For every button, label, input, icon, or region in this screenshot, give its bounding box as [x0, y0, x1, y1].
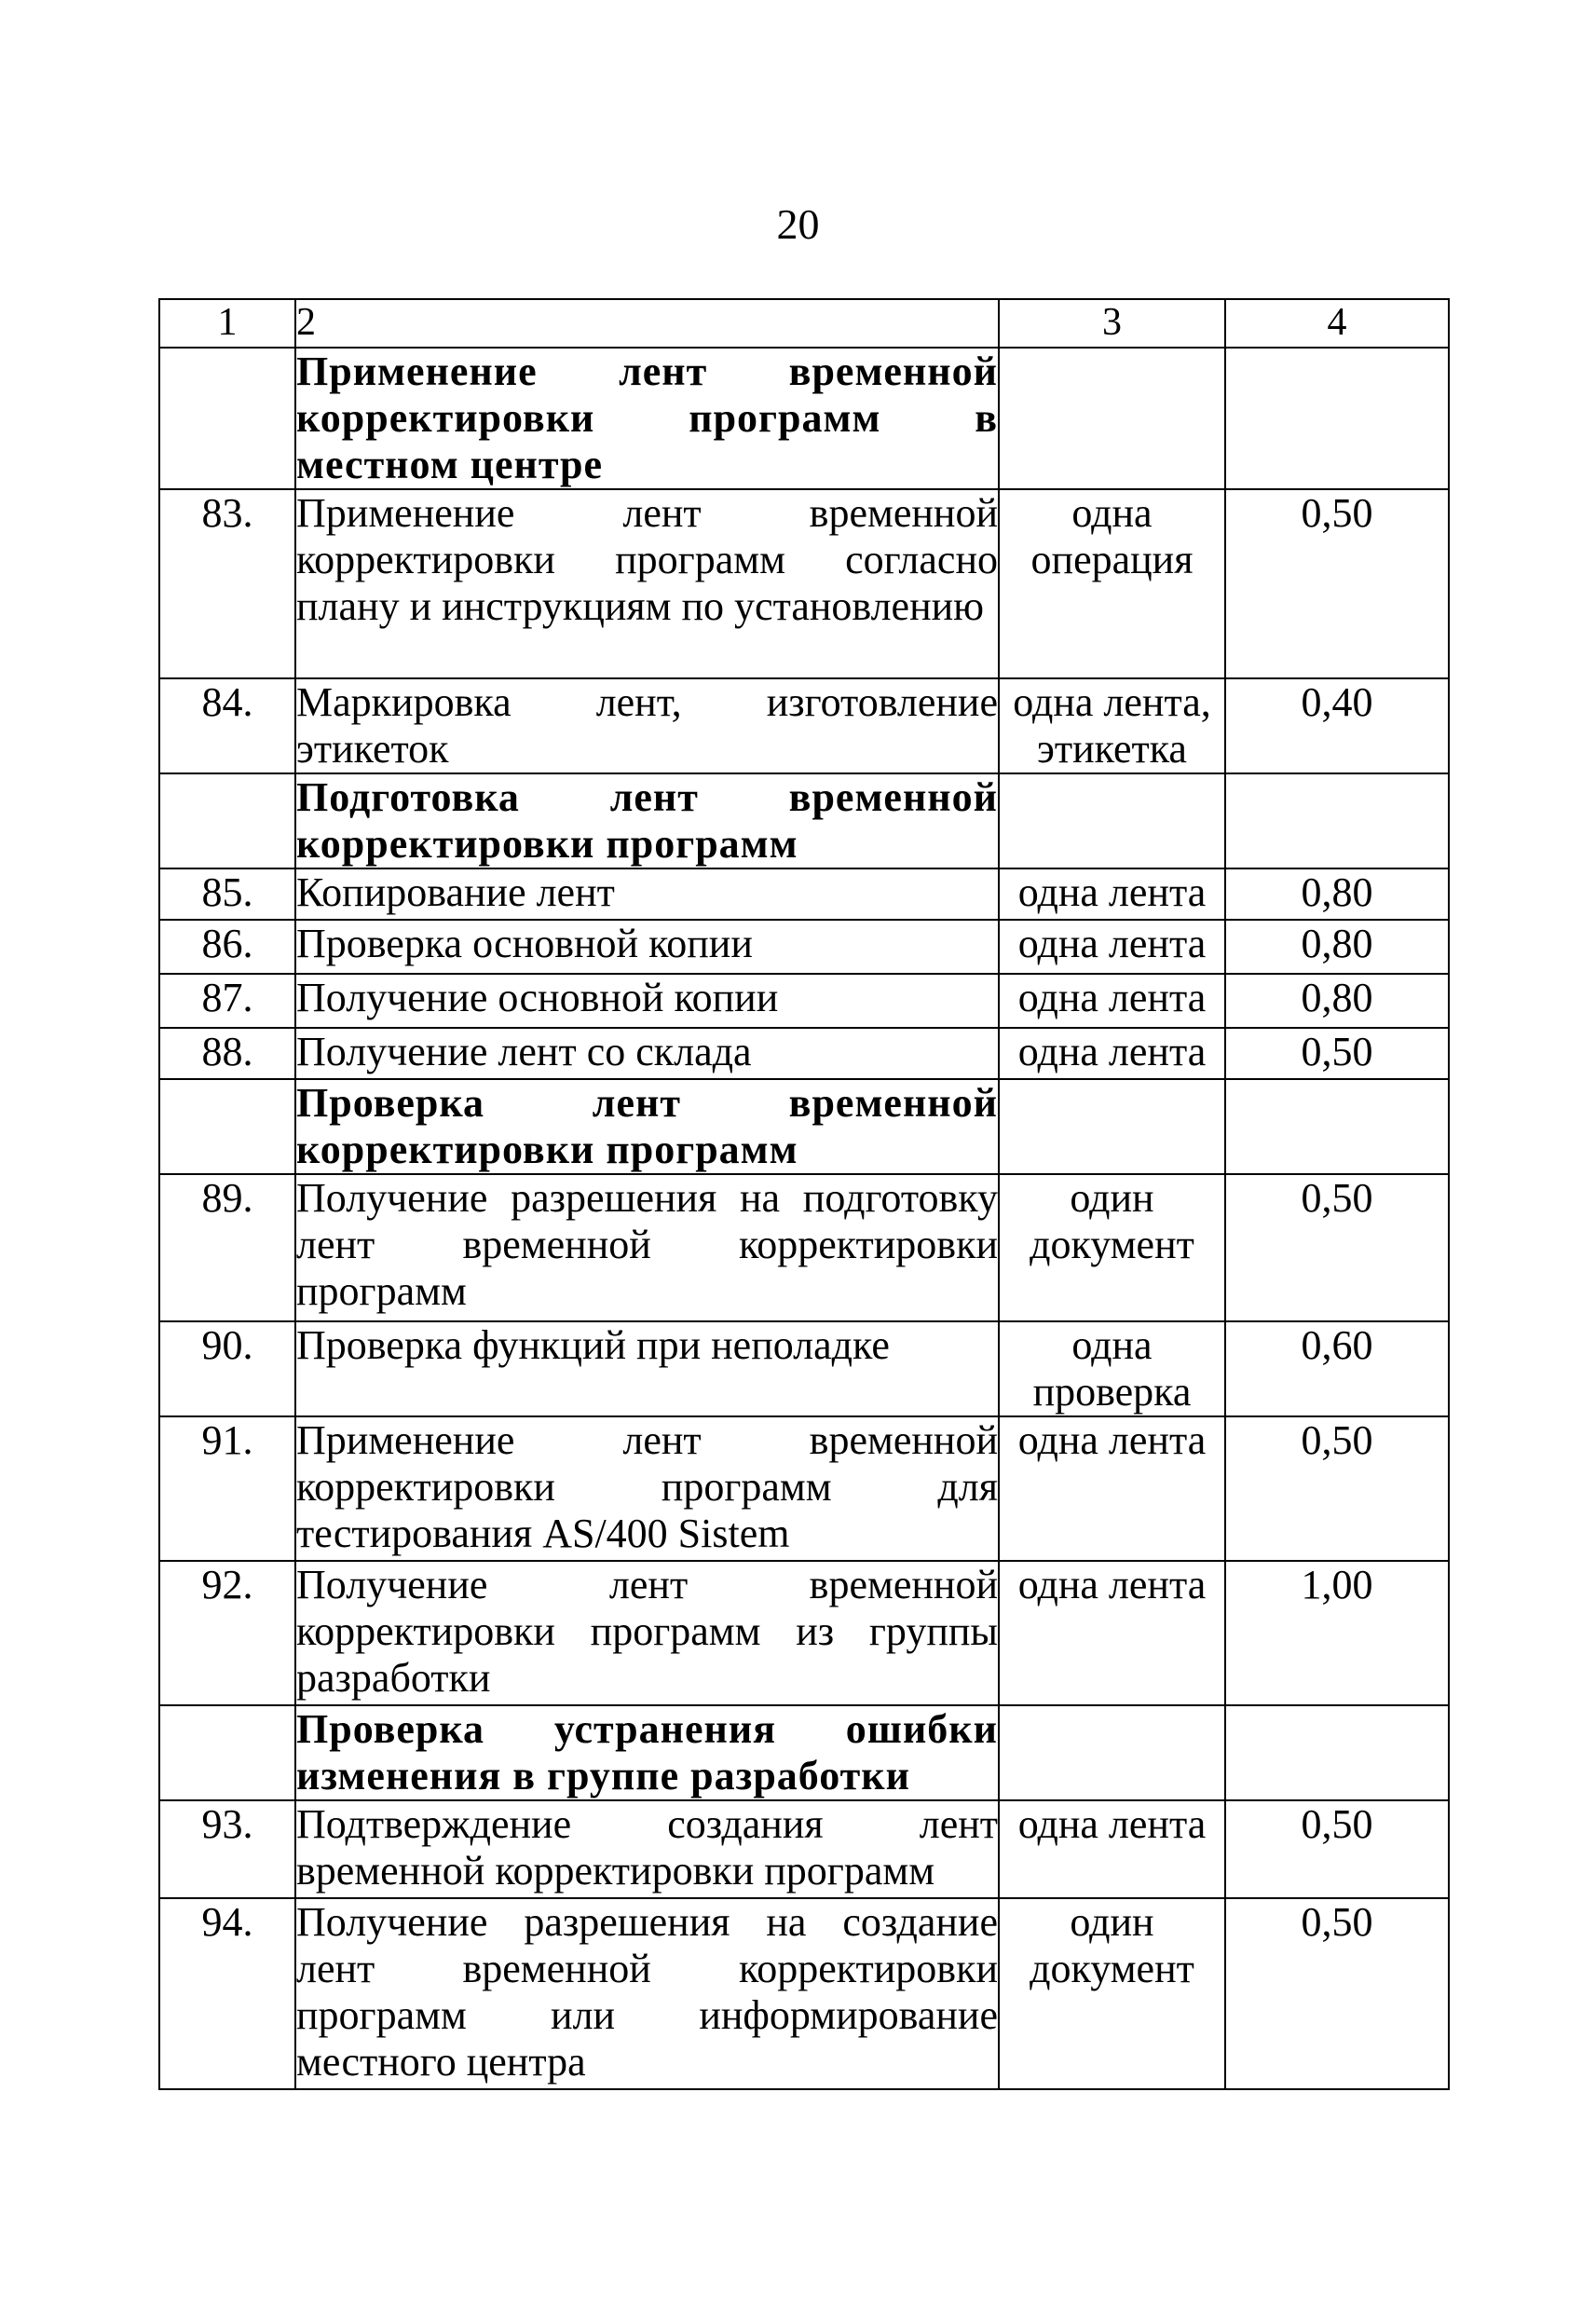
- row-value: 0,40: [1225, 678, 1449, 773]
- table-row: [159, 1416, 1449, 1561]
- column-header-3: 3: [999, 299, 1225, 348]
- row-unit: [999, 1079, 1225, 1174]
- table-row: [159, 678, 1449, 773]
- row-number: 83.: [159, 489, 295, 678]
- row-value: 0,50: [1225, 1028, 1449, 1079]
- row-value: 0,50: [1225, 1800, 1449, 1898]
- row-unit: [999, 1705, 1225, 1800]
- row-description: Маркировка лент, изготовление этикеток: [296, 679, 998, 772]
- row-description: Применение лент временной корректировки программ согласно плану и инструкциям по установлению: [295, 489, 999, 678]
- row-number: 84.: [159, 678, 295, 773]
- row-number: [159, 1705, 295, 1800]
- row-unit: одна лента: [999, 974, 1225, 1028]
- section-row: [159, 773, 1449, 868]
- row-unit: одна проверка: [999, 1321, 1225, 1416]
- row-value: [1225, 348, 1449, 489]
- row-number: [159, 348, 295, 489]
- table-row: [159, 1321, 1449, 1416]
- row-number: 85.: [159, 868, 295, 920]
- table-row: [159, 868, 1449, 920]
- row-number: [159, 773, 295, 868]
- table-row: [159, 1898, 1449, 2089]
- row-unit: одна операция: [999, 489, 1225, 678]
- row-unit: один документ: [999, 1898, 1225, 2089]
- row-description: Применение лент временной корректировки программ для тестирования AS/400 Sistem: [295, 1416, 999, 1561]
- row-value: 0,80: [1225, 868, 1449, 920]
- section-title: Подготовка лент временной корректировки программ: [296, 774, 998, 867]
- table-row: [159, 1561, 1449, 1705]
- row-description: Подтверждение создания лент временной корректировки программ: [295, 1800, 999, 1898]
- row-value: 1,00: [1225, 1561, 1449, 1705]
- row-unit: одна лента: [999, 1561, 1225, 1705]
- row-description: Получение лент временной корректировки программ из группы разработки: [295, 1561, 999, 1705]
- row-number: 91.: [159, 1416, 295, 1561]
- row-unit: одна лента: [999, 1028, 1225, 1079]
- table-row: [159, 1174, 1449, 1321]
- row-unit: [999, 773, 1225, 868]
- row-unit: один документ: [999, 1174, 1225, 1321]
- row-description: Получение основной копии: [295, 974, 999, 1028]
- row-number: [159, 1079, 295, 1174]
- section-row: [159, 1079, 1449, 1174]
- row-value: 0,50: [1225, 1416, 1449, 1561]
- table-row: [159, 489, 1449, 678]
- row-value: 0,60: [1225, 1321, 1449, 1416]
- table-row: [159, 1800, 1449, 1898]
- column-header-4: 4: [1225, 299, 1449, 348]
- table-row: [159, 974, 1449, 1028]
- row-description: Получение разрешения на подготовку лент временной корректировки программ: [295, 1174, 999, 1321]
- section-title: Проверка устранения ошибки изменения в группе разработки: [296, 1706, 998, 1798]
- row-value: [1225, 1079, 1449, 1174]
- column-header-2: 2: [295, 299, 999, 348]
- section-row: [159, 1705, 1449, 1800]
- row-unit: одна лента: [999, 868, 1225, 920]
- row-value: 0,80: [1225, 920, 1449, 974]
- row-number: 88.: [159, 1028, 295, 1079]
- row-number: 93.: [159, 1800, 295, 1898]
- table-row: [159, 1028, 1449, 1079]
- page-number: 20: [776, 200, 820, 248]
- row-number: 87.: [159, 974, 295, 1028]
- row-description: Проверка основной копии: [295, 920, 999, 974]
- row-unit: [999, 348, 1225, 489]
- section-title: Проверка лент временной корректировки программ: [296, 1080, 998, 1172]
- row-value: 0,50: [1225, 1898, 1449, 2089]
- row-number: 94.: [159, 1898, 295, 2089]
- row-value: 0,50: [1225, 1174, 1449, 1321]
- norms-table: [158, 298, 1450, 2090]
- table-row: [159, 920, 1449, 974]
- row-number: 92.: [159, 1561, 295, 1705]
- row-description: Получение лент со склада: [295, 1028, 999, 1079]
- row-unit: одна лента: [999, 1800, 1225, 1898]
- row-unit: одна лента: [999, 920, 1225, 974]
- row-unit: одна лента: [999, 1416, 1225, 1561]
- row-description: Копирование лент: [295, 868, 999, 920]
- table-header-row: [159, 299, 1449, 348]
- row-number: 90.: [159, 1321, 295, 1416]
- section-title: Применение лент временной корректировки программ в местном центре: [296, 349, 998, 487]
- row-description: Получение разрешения на создание лент временной корректировки программ или информирование местного центра: [295, 1898, 999, 2089]
- row-number: 86.: [159, 920, 295, 974]
- row-number: 89.: [159, 1174, 295, 1321]
- row-value: 0,50: [1225, 489, 1449, 678]
- row-unit: одна лента, этикетка: [999, 678, 1225, 773]
- row-value: [1225, 773, 1449, 868]
- column-header-1: 1: [159, 299, 295, 348]
- row-description: Проверка функций при неполадке: [295, 1321, 999, 1416]
- row-value: 0,80: [1225, 974, 1449, 1028]
- row-value: [1225, 1705, 1449, 1800]
- section-row: [159, 348, 1449, 489]
